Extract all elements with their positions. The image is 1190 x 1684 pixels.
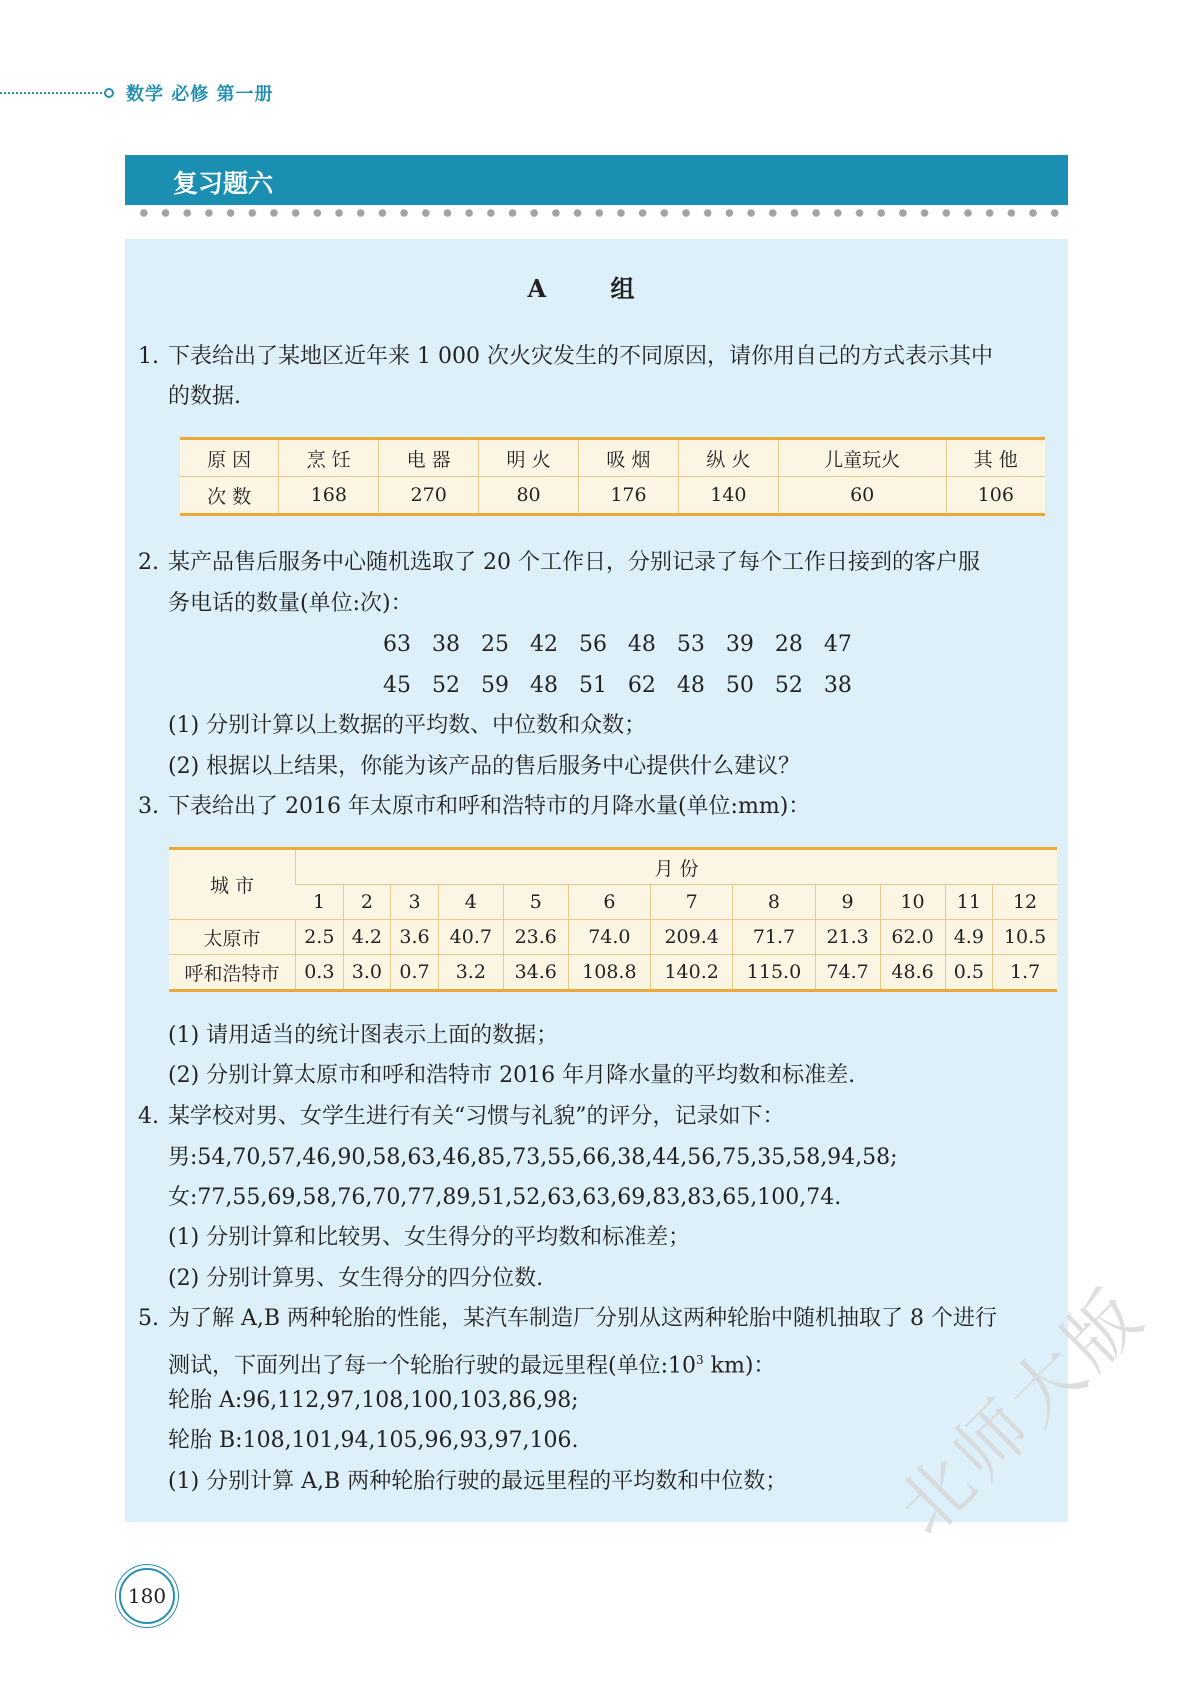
- table-cell: 3.0: [343, 955, 391, 991]
- table-cell: 10.5: [993, 920, 1057, 955]
- city-header: 城 市: [209, 875, 255, 897]
- table-cell: 60: [778, 477, 946, 515]
- table-cell: 106: [946, 477, 1045, 515]
- table-cell: 34.6: [503, 955, 568, 991]
- table-cell: 0.3: [296, 955, 344, 991]
- table-cell: 4.2: [343, 920, 391, 955]
- q3-subquestion-2: (2) 分别计算太原市和呼和浩特市 2016 年月降水量的平均数和标准差.: [168, 1063, 856, 1088]
- table-row: [180, 439, 1045, 477]
- question-number: 3.: [138, 794, 159, 819]
- table-header-row: [169, 849, 1057, 885]
- table-cell: 74.0: [568, 920, 650, 955]
- month-cell: 9: [815, 885, 880, 920]
- q2-data-row1: 63 38 25 42 56 48 53 39 28 47: [383, 632, 852, 657]
- table-cell: 40.7: [438, 920, 503, 955]
- page-number: 180: [119, 1568, 175, 1624]
- row-header: 次 数: [180, 477, 279, 515]
- table-cell: 3.6: [391, 920, 439, 955]
- precipitation-table: [169, 847, 1057, 992]
- table-cell: 168: [279, 477, 379, 515]
- month-cell: 7: [651, 885, 733, 920]
- question-number: 2.: [138, 550, 159, 575]
- row-header: 原 因: [207, 448, 252, 471]
- book-title: 数学 必修 第一册: [126, 84, 274, 105]
- table-row: [180, 477, 1045, 515]
- table-cell: 48.6: [880, 955, 945, 991]
- section-title: 复习题六: [173, 169, 274, 198]
- table-cell: 23.6: [503, 920, 568, 955]
- table-cell: 其 他: [946, 439, 1045, 477]
- table-cell: 176: [579, 477, 679, 515]
- q2-data-row2: 45 52 59 48 51 62 48 50 52 38: [383, 673, 852, 698]
- q4-subquestion-2: (2) 分别计算男、女生得分的四分位数.: [168, 1266, 544, 1291]
- month-cell: 11: [945, 885, 993, 920]
- q1-text-line2: 的数据.: [168, 384, 241, 409]
- q5-text-line2: [168, 1340, 775, 1380]
- month-cell: 6: [568, 885, 650, 920]
- month-cell: 1: [296, 885, 344, 920]
- table-cell: 明 火: [479, 439, 579, 477]
- q5-line2-unit: km)：: [703, 1353, 776, 1379]
- publisher-watermark: 北师大版: [881, 1270, 1162, 1551]
- group-heading: A 组: [527, 274, 663, 303]
- q5-subquestion-1: (1) 分别计算 A,B 两种轮胎行驶的最远里程的平均数和中位数；: [168, 1469, 788, 1494]
- question-number: 1.: [138, 344, 159, 369]
- table-cell: 3.2: [438, 955, 503, 991]
- table-cell: 140.2: [651, 955, 733, 991]
- table-cell: 209.4: [651, 920, 733, 955]
- city-name: 太原市: [169, 920, 296, 955]
- dotted-divider: [133, 208, 1065, 218]
- table-cell: 0.7: [391, 955, 439, 991]
- month-cell: 10: [880, 885, 945, 920]
- months-row: [169, 885, 1057, 920]
- month-cell: 8: [733, 885, 815, 920]
- table-cell: 140: [678, 477, 778, 515]
- q5-tire-a-data: 轮胎 A:96,112,97,108,100,103,86,98;: [168, 1388, 579, 1413]
- month-cell: 12: [993, 885, 1057, 920]
- table-cell: 108.8: [568, 955, 650, 991]
- section-title-bar: [125, 155, 1068, 205]
- table-cell: 80: [479, 477, 579, 515]
- header-dotted-line: [0, 92, 106, 94]
- q2-subquestion-1: (1) 分别计算以上数据的平均数、中位数和众数；: [168, 713, 647, 738]
- month-cell: 4: [438, 885, 503, 920]
- month-cell: 2: [343, 885, 391, 920]
- question-number: 4.: [138, 1104, 159, 1129]
- table-cell: 74.7: [815, 955, 880, 991]
- table-cell: 0.5: [945, 955, 993, 991]
- q4-text-line1: 某学校对男、女学生进行有关“习惯与礼貌”的评分，记录如下：: [168, 1104, 785, 1129]
- table-cell: 2.5: [296, 920, 344, 955]
- table-cell: 62.0: [880, 920, 945, 955]
- fire-causes-table: [180, 437, 1045, 516]
- table-cell: 270: [379, 477, 479, 515]
- q4-male-scores: 男:54,70,57,46,90,58,63,46,85,73,55,66,38,44,56,75,35,58,94,58;: [168, 1145, 898, 1170]
- q2-text-line2: 务电话的数量(单位:次)：: [168, 591, 413, 616]
- table-cell: 21.3: [815, 920, 880, 955]
- table-row: [169, 955, 1057, 991]
- table-cell: 4.9: [945, 920, 993, 955]
- q5-line2-text: 测试，下面列出了每一个轮胎行驶的最远里程(单位:10: [168, 1353, 696, 1379]
- q5-exponent: 3: [696, 1353, 704, 1367]
- table-cell: 115.0: [733, 955, 815, 991]
- table-cell: 烹 饪: [279, 439, 379, 477]
- header-circle-marker: [104, 88, 114, 98]
- month-header: 月 份: [296, 849, 1058, 885]
- q2-text-line1: 某产品售后服务中心随机选取了 20 个工作日，分别记录了每个工作日接到的客户服: [168, 550, 980, 575]
- table-cell: 吸 烟: [579, 439, 679, 477]
- table-cell: 71.7: [733, 920, 815, 955]
- table-cell: 纵 火: [678, 439, 778, 477]
- month-cell: 3: [391, 885, 439, 920]
- q5-text-line1: 为了解 A,B 两种轮胎的性能，某汽车制造厂分别从这两种轮胎中随机抽取了 8 个进行: [168, 1306, 998, 1331]
- q5-tire-b-data: 轮胎 B:108,101,94,105,96,93,97,106.: [168, 1428, 579, 1453]
- q4-female-scores: 女:77,55,69,58,76,70,77,89,51,52,63,63,69,83,83,65,100,74.: [168, 1185, 842, 1210]
- table-row: [169, 920, 1057, 955]
- q2-subquestion-2: (2) 根据以上结果，你能为该产品的售后服务中心提供什么建议？: [168, 754, 801, 779]
- q3-subquestion-1: (1) 请用适当的统计图表示上面的数据；: [168, 1023, 559, 1048]
- q3-text-line1: 下表给出了 2016 年太原市和呼和浩特市的月降水量(单位:mm)：: [168, 794, 811, 819]
- question-number: 5.: [138, 1306, 159, 1331]
- table-cell: 电 器: [379, 439, 479, 477]
- table-cell: 儿童玩火: [778, 439, 946, 477]
- table-cell: 1.7: [993, 955, 1057, 991]
- city-name: 呼和浩特市: [169, 955, 296, 991]
- q4-subquestion-1: (1) 分别计算和比较男、女生得分的平均数和标准差；: [168, 1225, 691, 1250]
- q1-text-line1: 下表给出了某地区近年来 1 000 次火灾发生的不同原因，请你用自己的方式表示其中: [168, 344, 993, 369]
- month-cell: 5: [503, 885, 568, 920]
